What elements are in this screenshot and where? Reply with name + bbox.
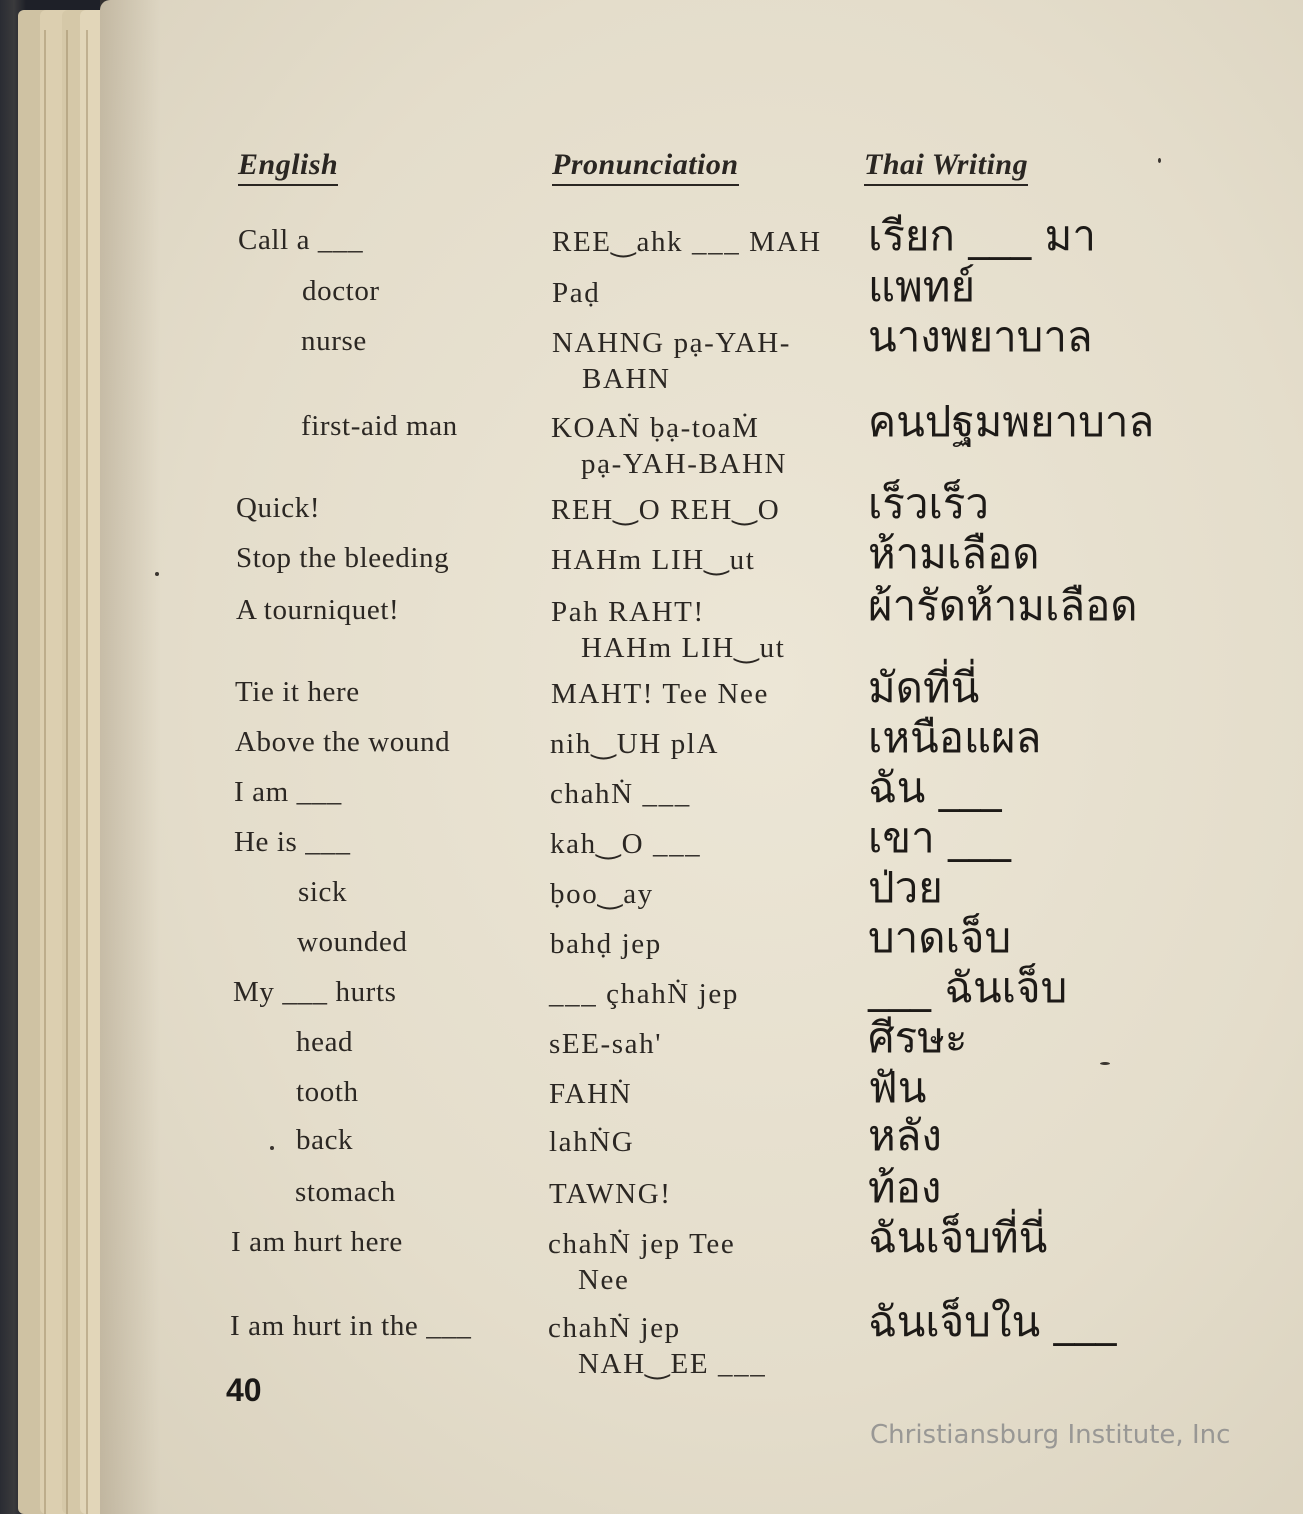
pronunciation-line: Pah RAHT! <box>551 596 705 628</box>
pronunciation-line: lahṄG <box>549 1126 635 1158</box>
pronunciation <box>550 726 719 762</box>
thai-writing: ป่วย <box>868 863 943 912</box>
english-phrase: A tourniquet! <box>236 594 400 626</box>
thai-writing: ฉันเจ็บที่นี่ <box>868 1213 1048 1262</box>
thai-writing: ผ้ารัดห้ามเลือด <box>868 581 1138 630</box>
english-phrase: Tie it here <box>235 676 360 708</box>
pronunciation <box>549 1026 662 1062</box>
paper-speck <box>1158 158 1161 163</box>
thai-writing: ___ ฉันเจ็บ <box>868 963 1068 1012</box>
english-phrase: tooth <box>296 1076 359 1108</box>
pronunciation <box>550 926 662 962</box>
pronunciation-line: sEE-sah' <box>549 1028 663 1060</box>
pronunciation <box>548 1226 735 1298</box>
pronunciation <box>548 1310 766 1382</box>
pronunciation <box>550 876 654 912</box>
thai-writing: ศีรษะ <box>868 1013 968 1062</box>
thai-writing: ฉัน ___ <box>868 763 1002 812</box>
pronunciation-line: bahḍ jep <box>550 928 662 960</box>
thai-writing: เหนือแผล <box>868 713 1042 762</box>
pronunciation <box>552 325 791 397</box>
english-phrase: doctor <box>302 275 380 307</box>
pronunciation-continuation: pạ-YAH-BAHN <box>581 448 788 480</box>
english-phrase: nurse <box>301 325 367 357</box>
paper-speck <box>155 572 159 576</box>
thai-writing: แพทย์ <box>868 262 976 311</box>
pronunciation-line: chahṄ jep Tee <box>548 1228 736 1260</box>
thai-writing: เร็วเร็ว <box>868 479 989 528</box>
pronunciation-line: TAWNG! <box>549 1178 672 1210</box>
thai-writing: ห้ามเลือด <box>868 529 1040 578</box>
pronunciation <box>549 1124 634 1160</box>
english-phrase: He is ___ <box>234 826 351 858</box>
english-phrase: I am hurt here <box>231 1226 403 1258</box>
pronunciation <box>551 676 769 712</box>
pronunciation-line: REH‿O REH‿O <box>551 494 781 526</box>
english-phrase: sick <box>298 876 348 908</box>
pronunciation <box>549 1076 632 1112</box>
english-phrase: Call a ___ <box>238 224 364 256</box>
pronunciation-line: HAHm LIH‿ut <box>551 544 756 576</box>
pronunciation-continuation: HAHm LIH‿ut <box>581 632 786 664</box>
pronunciation <box>549 1176 672 1212</box>
pronunciation-line: REE‿ahk ___ MAH <box>552 226 822 258</box>
english-phrase: wounded <box>297 926 408 958</box>
page-edge-line <box>86 30 88 1514</box>
thai-writing: หลัง <box>868 1111 942 1160</box>
english-phrase: Stop the bleeding <box>236 542 450 574</box>
thai-writing: ฟัน <box>868 1063 927 1112</box>
paper-speck <box>1100 1062 1110 1065</box>
gutter-shadow <box>100 0 160 1514</box>
pronunciation <box>550 826 701 862</box>
thai-writing: นางพยาบาล <box>868 312 1093 361</box>
pronunciation-line: nih‿UH plA <box>550 728 720 760</box>
thai-writing: มัดที่นี่ <box>868 663 980 712</box>
pronunciation <box>551 542 755 578</box>
english-phrase: I am ___ <box>234 776 342 808</box>
pronunciation-line: ___ çhahṄ jep <box>549 978 739 1010</box>
english-phrase: stomach <box>295 1176 396 1208</box>
page-edge-line <box>66 30 68 1514</box>
thai-writing: เขา ___ <box>868 813 1012 862</box>
pronunciation-line: chahṄ jep <box>548 1312 681 1344</box>
thai-writing: คนปฐมพยาบาล <box>868 397 1155 446</box>
pronunciation-line: KOAṄ ḅạ-toaṀ <box>551 412 760 444</box>
english-phrase: My ___ hurts <box>233 976 397 1008</box>
pronunciation-line: Paḍ <box>552 277 601 309</box>
english-phrase: Quick! <box>236 492 321 524</box>
pronunciation-continuation: BAHN <box>582 363 671 395</box>
thai-writing: เรียก ___ มา <box>868 211 1096 260</box>
thai-writing: ท้อง <box>868 1163 942 1212</box>
pronunciation-line: chahṄ ___ <box>550 778 691 810</box>
pronunciation-continuation: NAH‿EE ___ <box>578 1348 767 1380</box>
pronunciation-line: FAHṄ <box>549 1078 633 1110</box>
paper-speck <box>270 1146 274 1150</box>
english-phrase: I am hurt in the ___ <box>230 1310 472 1342</box>
thai-writing: บาดเจ็บ <box>868 913 1012 962</box>
thai-writing: ฉันเจ็บใน ___ <box>868 1297 1117 1346</box>
pronunciation <box>551 594 785 666</box>
english-phrase: back <box>296 1124 354 1156</box>
english-phrase: Above the wound <box>235 726 451 758</box>
header-thai-writing: Thai Writing <box>864 148 1028 186</box>
pronunciation <box>550 776 691 812</box>
watermark: Christiansburg Institute, Inc <box>870 1420 1231 1450</box>
pronunciation <box>551 492 780 528</box>
header-english: English <box>238 148 338 186</box>
pronunciation-line: MAHT! Tee Nee <box>551 678 769 710</box>
page-number: 40 <box>226 1372 262 1408</box>
pronunciation-line: ḅoo‿ay <box>550 878 654 910</box>
pronunciation <box>551 410 787 482</box>
english-phrase: first-aid man <box>301 410 458 442</box>
header-pronunciation: Pronunciation <box>552 148 739 186</box>
pronunciation-line: kah‿O ___ <box>550 828 702 860</box>
pronunciation-line: NAHNG pạ-YAH- <box>552 327 792 359</box>
pronunciation <box>549 976 739 1012</box>
pronunciation <box>552 275 600 311</box>
page-edge-line <box>44 30 46 1514</box>
pronunciation-continuation: Nee <box>578 1264 630 1296</box>
pronunciation <box>552 224 822 260</box>
english-phrase: head <box>296 1026 354 1058</box>
